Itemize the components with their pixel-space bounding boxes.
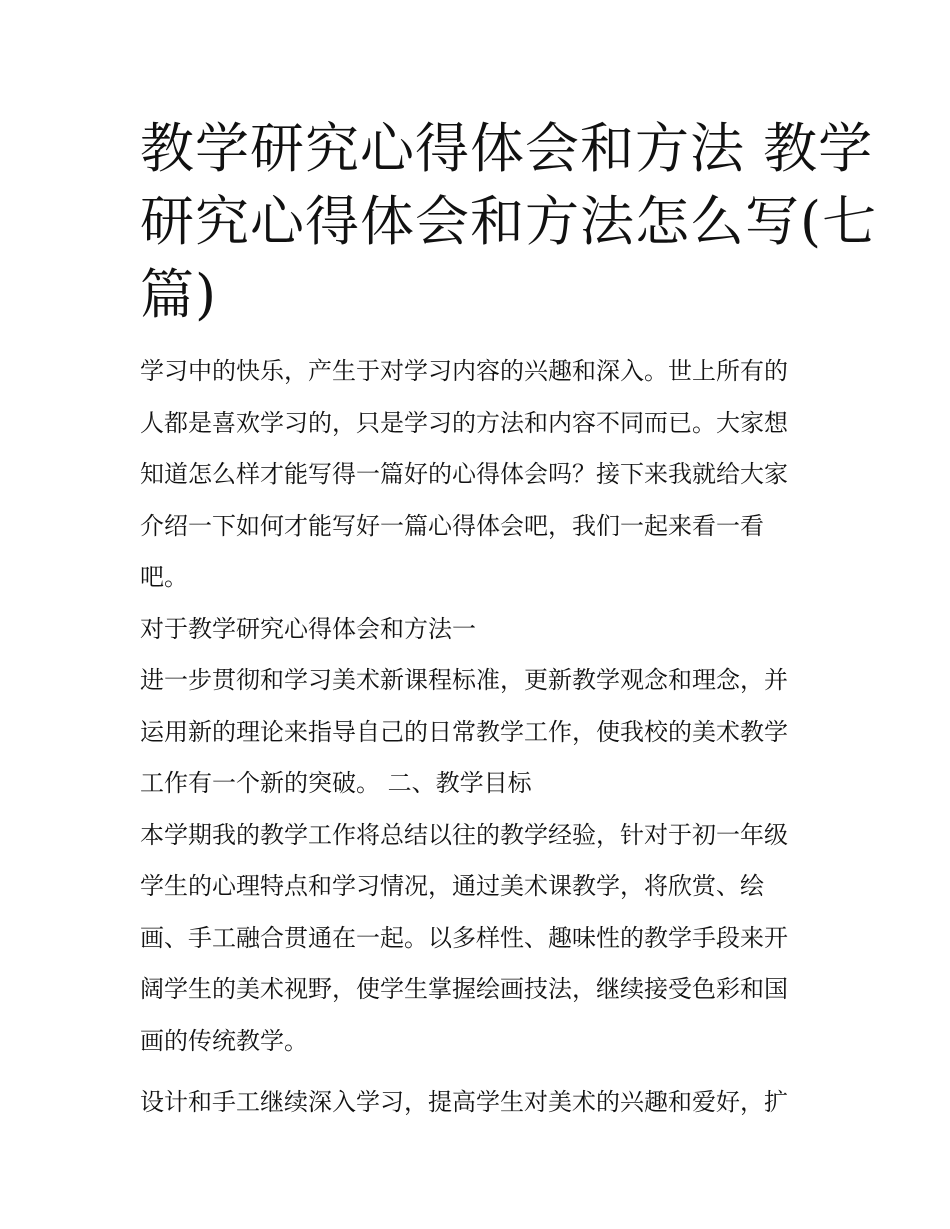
text-line: 工作有一个新的突破。 二、教学目标 (140, 769, 532, 797)
title-line: 篇) (140, 263, 218, 326)
paragraph-spacer (140, 1067, 815, 1077)
document-title (140, 112, 878, 331)
paragraph-2 (140, 810, 815, 1068)
intro-paragraph (140, 346, 815, 604)
text-line: 学生的心理特点和学习情况，通过美术课教学，将欣赏、绘 (140, 872, 764, 900)
text-line: 画、手工融合贯通在一起。以多样性、趣味性的教学手段来开 (140, 923, 788, 952)
text-line: 阔学生的美术视野，使学生掌握绘画技法，继续接受色彩和国 (140, 975, 788, 1003)
title-line: 研究心得体会和方法怎么写(七 (140, 190, 878, 253)
section-heading: 对于教学研究心得体会和方法一 (140, 614, 476, 643)
text-line: 运用新的理论来指导自己的日常教学工作，使我校的美术教学 (140, 717, 788, 746)
paragraph-1 (140, 655, 815, 810)
document-body (140, 346, 815, 1129)
text-line: 知道怎么样才能写得一篇好的心得体会吗？接下来我就给大家 (140, 460, 788, 488)
text-line: 本学期我的教学工作将总结以往的教学经验，针对于初一年级 (140, 820, 788, 849)
title-line: 教学研究心得体会和方法 教学 (140, 117, 874, 180)
section-heading-block (140, 604, 815, 656)
text-line: 设计和手工继续深入学习，提高学生对美术的兴趣和爱好，扩 (140, 1088, 788, 1116)
paragraph-3 (140, 1077, 815, 1129)
text-line: 人都是喜欢学习的，只是学习的方法和内容不同而已。大家想 (140, 408, 788, 437)
text-line: 画的传统教学。 (140, 1026, 308, 1055)
text-line: 介绍一下如何才能写好一篇心得体会吧，我们一起来看一看 (140, 511, 764, 540)
document-page (140, 112, 878, 1129)
text-line: 吧。 (140, 563, 188, 591)
text-line: 进一步贯彻和学习美术新课程标准，更新教学观念和理念，并 (140, 666, 788, 694)
text-line: 学习中的快乐，产生于对学习内容的兴趣和深入。世上所有的 (140, 357, 788, 385)
